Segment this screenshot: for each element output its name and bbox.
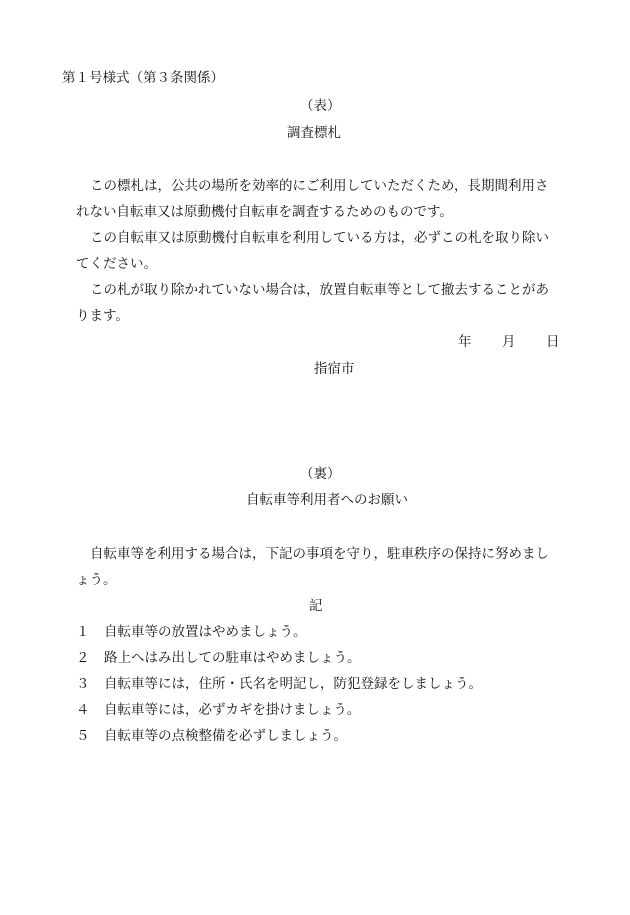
list-item-5-text: 自転車等の点検整備を必ずしましょう。 (104, 728, 347, 744)
list-item-1-number: １ (76, 624, 90, 640)
issuer: 指宿市 (314, 361, 355, 377)
list-item-3-number: ３ (76, 676, 90, 692)
front-para-3-line-2: ります。 (76, 308, 129, 324)
front-para-3-line-1: この札が取り除かれていない場合は，放置自転車等として撤去することがあ (90, 282, 549, 298)
list-item-5-number: ５ (76, 728, 90, 744)
list-item-2-number: ２ (76, 650, 90, 666)
list-item-4-number: ４ (76, 702, 90, 718)
front-side-label: （表） (300, 98, 341, 114)
form-label: 第１号様式（第３条関係） (62, 70, 224, 86)
back-title: 自転車等利用者へのお願い (246, 492, 408, 508)
front-para-2-line-2: てください。 (76, 256, 157, 272)
date-month: 月 (502, 334, 516, 350)
list-item-2-text: 路上へはみ出しての駐車はやめましょう。 (104, 650, 361, 666)
ki-label: 記 (309, 598, 323, 614)
front-para-2-line-1: この自転車又は原動機付自転車を利用している方は，必ずこの札を取り除い (90, 230, 549, 246)
back-side-label: （裏） (300, 466, 341, 482)
back-intro-line-2: ょう。 (76, 572, 117, 588)
front-title: 調査標札 (287, 125, 341, 141)
front-para-1-line-1: この標札は，公共の場所を効率的にご利用していただくため，長期間利用さ (90, 178, 549, 194)
date-year: 年 (458, 334, 472, 350)
list-item-3-text: 自転車等には，住所・氏名を明記し，防犯登録をしましょう。 (104, 676, 482, 692)
list-item-4-text: 自転車等には，必ずカギを掛けましょう。 (104, 702, 361, 718)
date-day: 日 (546, 334, 560, 350)
back-intro-line-1: 自転車等を利用する場合は，下記の事項を守り，駐車秩序の保持に努めまし (90, 546, 549, 562)
list-item-1-text: 自転車等の放置はやめましょう。 (104, 624, 307, 640)
front-para-1-line-2: れない自転車又は原動機付自転車を調査するためのものです。 (76, 204, 453, 220)
